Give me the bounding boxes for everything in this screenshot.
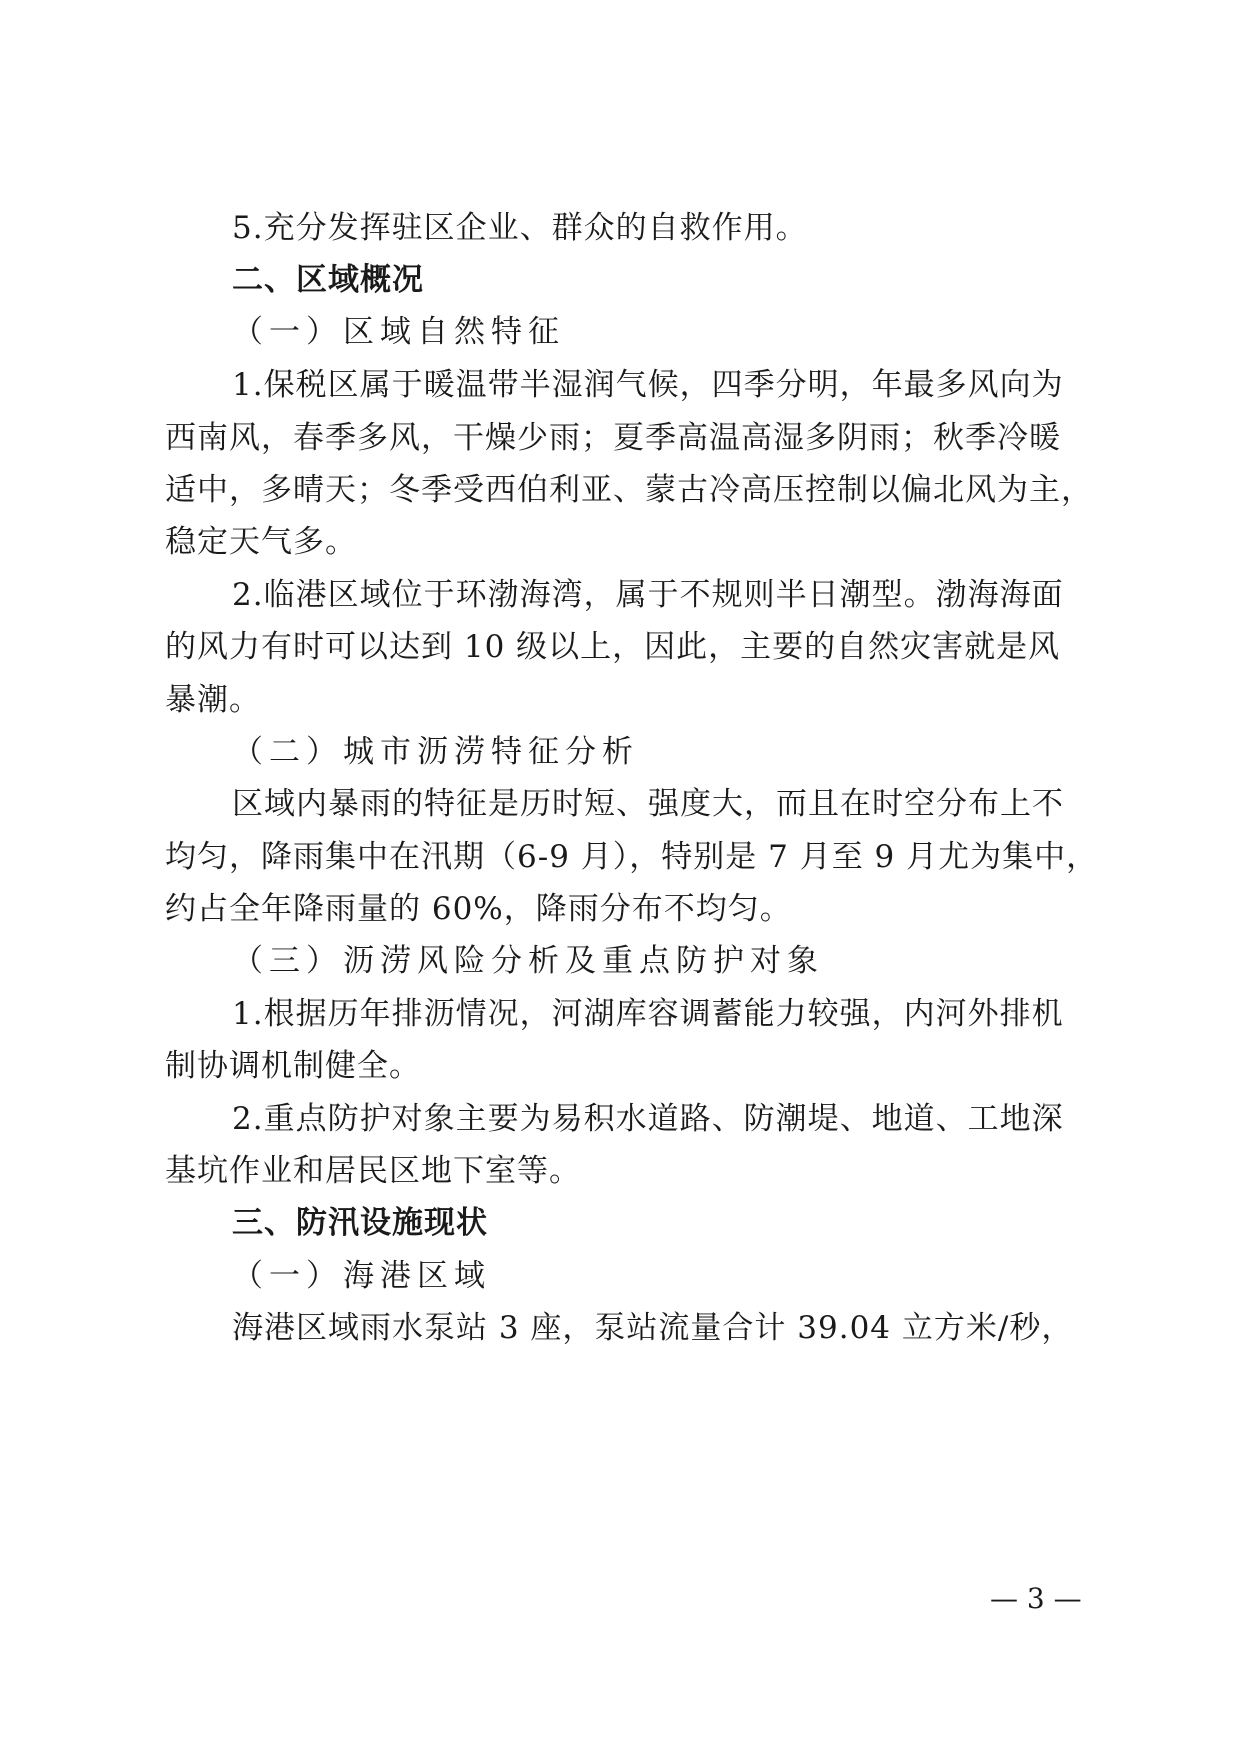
paragraph-line: 西南风，春季多风，干燥少雨；夏季高温高湿多阴雨；秋季冷暖 xyxy=(165,420,1061,456)
paragraph-line: 5.充分发挥驻区企业、群众的自救作用。 xyxy=(232,210,808,246)
paragraph-line: 制协调机制健全。 xyxy=(165,1048,421,1084)
subsection-heading: （三）沥涝风险分析及重点防护对象 xyxy=(232,943,824,979)
section-heading: 三、防汛设施现状 xyxy=(232,1205,488,1241)
paragraph-line: 适中，多晴天；冬季受西伯利亚、蒙古冷高压控制以偏北风为主， xyxy=(165,472,1093,508)
paragraph-line: 海港区域雨水泵站 3 座，泵站流量合计 39.04 立方米/秒， xyxy=(232,1310,1074,1346)
paragraph-line: 1.根据历年排沥情况，河湖库容调蓄能力较强，内河外排机 xyxy=(232,996,1064,1032)
paragraph-line: 区域内暴雨的特征是历时短、强度大，而且在时空分布上不 xyxy=(232,786,1064,822)
paragraph-line: 基坑作业和居民区地下室等。 xyxy=(165,1153,581,1189)
paragraph-line: 2.临港区域位于环渤海湾，属于不规则半日潮型。渤海海面 xyxy=(232,577,1064,613)
subsection-heading: （一）海港区域 xyxy=(232,1258,491,1294)
subsection-heading: （二）城市沥涝特征分析 xyxy=(232,734,639,770)
paragraph-line: 约占全年降雨量的 60%，降雨分布不均匀。 xyxy=(165,891,792,927)
page-number: — 3 — xyxy=(990,1582,1082,1615)
paragraph-line: 暴潮。 xyxy=(165,682,261,718)
paragraph-line: 2.重点防护对象主要为易积水道路、防潮堤、地道、工地深 xyxy=(232,1101,1064,1137)
subsection-heading: （一）区域自然特征 xyxy=(232,314,565,350)
section-heading: 二、区域概况 xyxy=(232,262,424,298)
paragraph-line: 的风力有时可以达到 10 级以上，因此，主要的自然灾害就是风 xyxy=(165,629,1061,665)
paragraph-line: 均匀，降雨集中在汛期（6-9 月），特别是 7 月至 9 月尤为集中， xyxy=(165,839,1099,875)
paragraph-line: 1.保税区属于暖温带半湿润气候，四季分明，年最多风向为 xyxy=(232,367,1064,403)
paragraph-line: 稳定天气多。 xyxy=(165,524,357,560)
